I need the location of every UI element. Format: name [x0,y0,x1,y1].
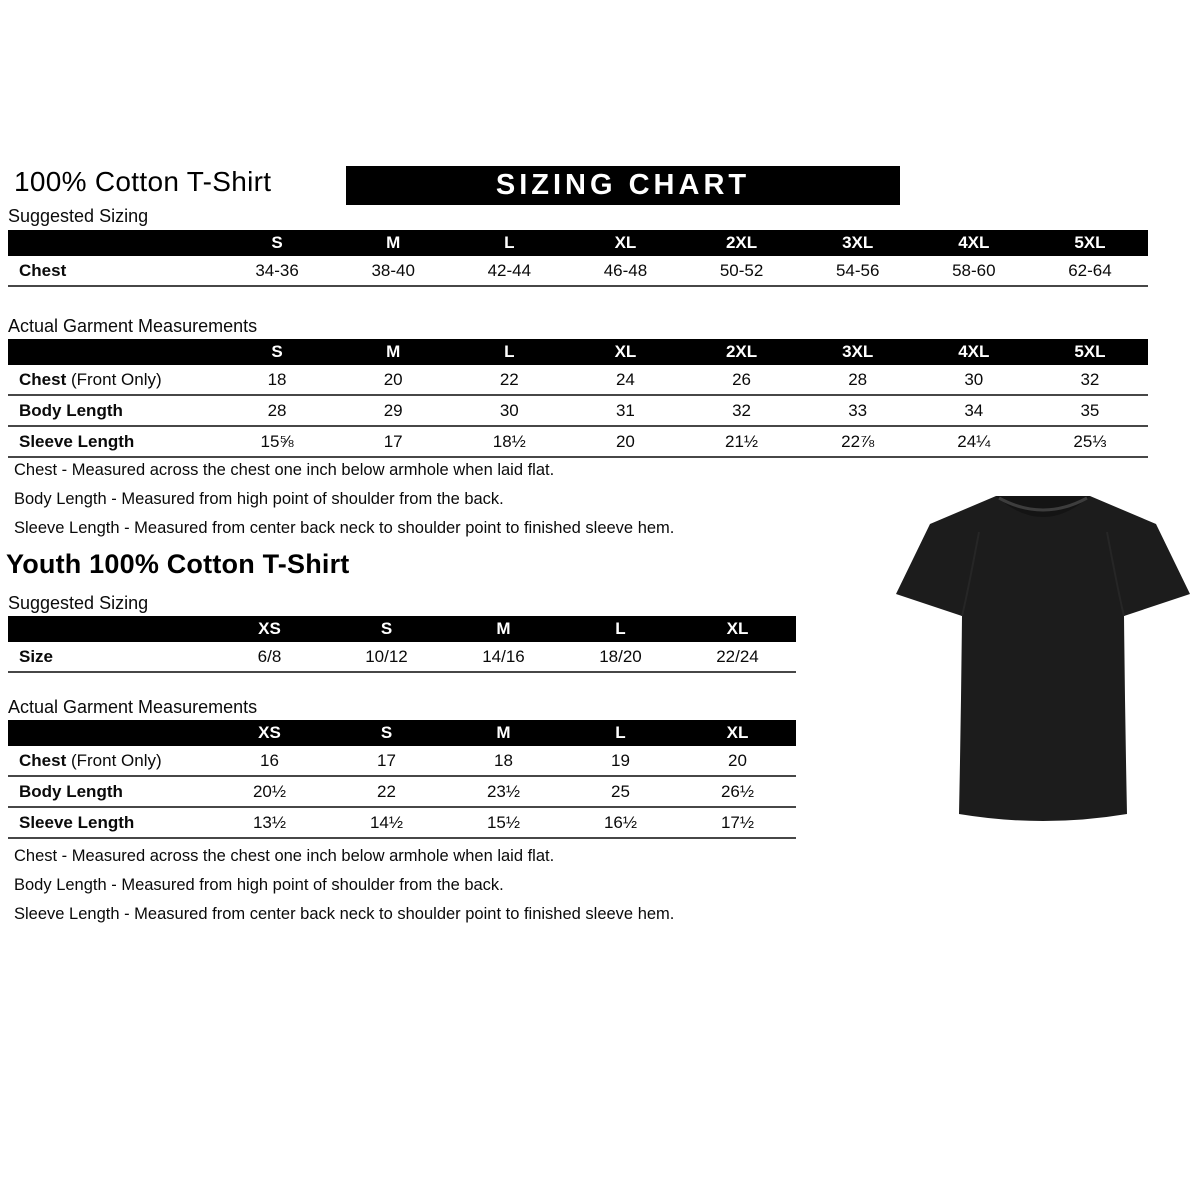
table-cell: 15⅝ [219,426,335,457]
row-label-cell: Chest [8,256,219,286]
table-header-label-cell [8,339,219,365]
table-cell: 29 [335,395,451,426]
table-cell: 30 [451,395,567,426]
table-cell: 17 [335,426,451,457]
size-table [8,616,796,673]
table-row [8,395,1148,426]
adult-notes [14,456,674,543]
table-header-cell: S [328,616,445,642]
table-header-cell: S [219,230,335,256]
table-header-cell: M [445,616,562,642]
table-cell: 58-60 [916,256,1032,286]
table-cell: 20 [679,746,796,776]
table-cell: 10/12 [328,642,445,672]
table-cell: 13½ [211,807,328,838]
adult-actual-heading: Actual Garment Measurements [8,316,258,336]
table-header-cell: S [328,720,445,746]
table-cell: 24¼ [916,426,1032,457]
table-cell: 22/24 [679,642,796,672]
table-cell: 21½ [684,426,800,457]
table-cell: 34 [916,395,1032,426]
table-header-cell: M [335,339,451,365]
table-header-cell: 5XL [1032,230,1148,256]
table-cell: 6/8 [211,642,328,672]
table-header-label-cell [8,616,211,642]
table-cell: 22 [328,776,445,807]
table-header-cell: XL [679,720,796,746]
note-sleeve-length: Sleeve Length - Measured from center back neck to shoulder point to finished sleeve hem. [14,519,675,537]
table-cell: 20½ [211,776,328,807]
table-header-cell: XS [211,616,328,642]
row-label-cell: Chest (Front Only) [8,746,211,776]
youth-actual-heading: Actual Garment Measurements [8,697,258,717]
table-row [8,807,796,838]
note-sleeve-length: Sleeve Length - Measured from center back neck to shoulder point to finished sleeve hem. [14,905,675,923]
table-cell: 14½ [328,807,445,838]
row-label-cell: Size [8,642,211,672]
table-cell: 20 [567,426,683,457]
table-header-cell: XL [567,230,683,256]
table-cell: 33 [800,395,916,426]
table-cell: 38-40 [335,256,451,286]
table-cell: 46-48 [567,256,683,286]
table-header-label-cell [8,230,219,256]
table-header-row [8,616,796,642]
table-header-cell: L [562,720,679,746]
table-row [8,642,796,672]
table-cell: 18/20 [562,642,679,672]
table-cell: 34-36 [219,256,335,286]
table-header-cell: S [219,339,335,365]
table-row [8,256,1148,286]
size-table [8,230,1148,287]
table-header-cell: M [335,230,451,256]
table-cell: 18 [445,746,562,776]
table-cell: 23½ [445,776,562,807]
youth-actual-table [8,720,796,839]
note-chest: Chest - Measured across the chest one inch below armhole when laid flat. [14,461,555,479]
adult-section-title: 100% Cotton T-Shirt [14,166,272,197]
table-cell: 15½ [445,807,562,838]
table-cell: 25 [562,776,679,807]
table-header-cell: 3XL [800,339,916,365]
table-cell: 26 [684,365,800,395]
youth-section-title: Youth 100% Cotton T-Shirt [6,549,350,579]
table-cell: 54-56 [800,256,916,286]
table-header-cell: L [562,616,679,642]
table-header-cell: M [445,720,562,746]
table-header-cell: XL [567,339,683,365]
table-header-cell: 4XL [916,339,1032,365]
table-header-cell: L [451,230,567,256]
table-cell: 18 [219,365,335,395]
table-cell: 18½ [451,426,567,457]
table-header-cell: 2XL [684,230,800,256]
youth-suggested-heading: Suggested Sizing [8,593,149,613]
size-table [8,339,1148,458]
tshirt-image [893,476,1193,834]
row-label-cell: Chest (Front Only) [8,365,219,395]
table-cell: 32 [1032,365,1148,395]
table-header-cell: XS [211,720,328,746]
table-header-row [8,230,1148,256]
table-cell: 14/16 [445,642,562,672]
table-cell: 20 [335,365,451,395]
note-body-length: Body Length - Measured from high point of shoulder from the back. [14,876,504,894]
table-cell: 26½ [679,776,796,807]
youth-suggested-table [8,616,796,673]
table-cell: 62-64 [1032,256,1148,286]
table-cell: 35 [1032,395,1148,426]
table-header-cell: 2XL [684,339,800,365]
table-cell: 31 [567,395,683,426]
table-header-cell: 4XL [916,230,1032,256]
table-cell: 22⅞ [800,426,916,457]
note-chest: Chest - Measured across the chest one inch below armhole when laid flat. [14,847,555,865]
row-label-cell: Body Length [8,776,211,807]
table-cell: 42-44 [451,256,567,286]
adult-suggested-table [8,230,1148,287]
table-cell: 17½ [679,807,796,838]
table-cell: 16½ [562,807,679,838]
table-header-cell: L [451,339,567,365]
table-cell: 17 [328,746,445,776]
sizing-chart-banner: SIZING CHART [346,166,900,205]
row-label-cell: Sleeve Length [8,426,219,457]
table-header-cell: 3XL [800,230,916,256]
table-cell: 24 [567,365,683,395]
table-cell: 22 [451,365,567,395]
adult-suggested-heading: Suggested Sizing [8,206,149,226]
table-header-row [8,339,1148,365]
table-header-cell: 5XL [1032,339,1148,365]
table-header-row [8,720,796,746]
table-cell: 28 [219,395,335,426]
row-label-cell: Sleeve Length [8,807,211,838]
table-row [8,776,796,807]
table-header-cell: XL [679,616,796,642]
table-cell: 30 [916,365,1032,395]
table-cell: 25⅓ [1032,426,1148,457]
table-cell: 32 [684,395,800,426]
table-cell: 28 [800,365,916,395]
table-cell: 16 [211,746,328,776]
size-table [8,720,796,839]
table-cell: 50-52 [684,256,800,286]
row-label-cell: Body Length [8,395,219,426]
table-row [8,365,1148,395]
adult-actual-table [8,339,1148,458]
table-header-label-cell [8,720,211,746]
table-cell: 19 [562,746,679,776]
note-body-length: Body Length - Measured from high point of shoulder from the back. [14,490,504,508]
table-row [8,426,1148,457]
table-row [8,746,796,776]
tshirt-body [896,496,1190,821]
youth-notes [14,842,674,929]
